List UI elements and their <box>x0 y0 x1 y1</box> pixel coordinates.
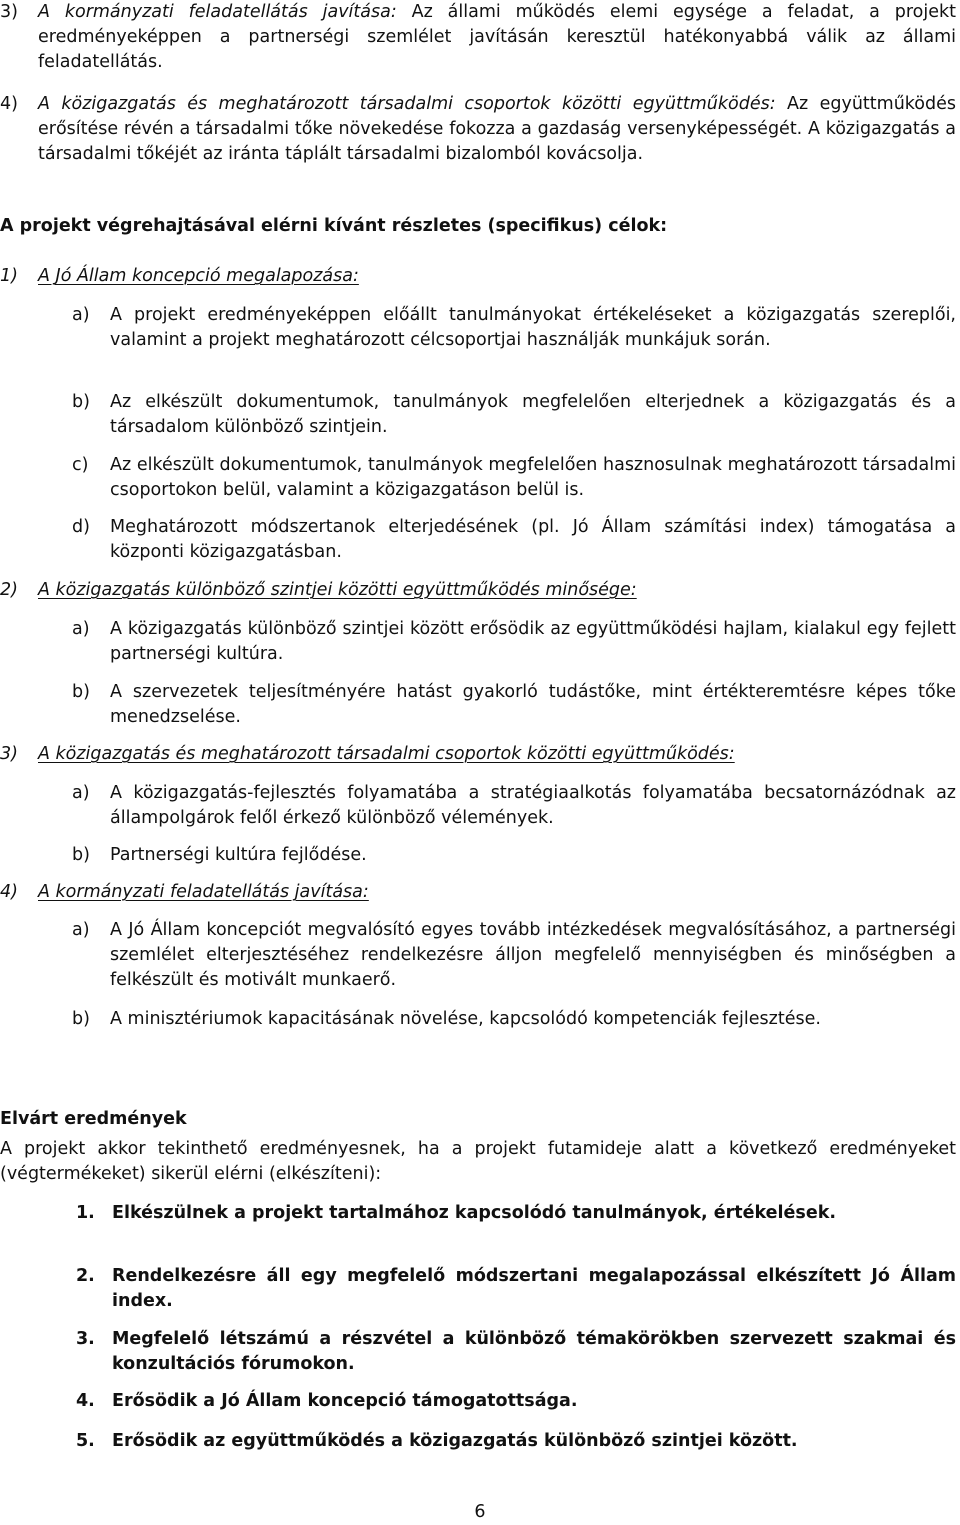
result-item-2 <box>76 1264 956 1314</box>
goal-1-sub-a <box>72 303 956 353</box>
goal-title-1 <box>0 264 956 289</box>
result-number: 3. <box>76 1329 95 1349</box>
result-number: 4. <box>76 1391 95 1411</box>
goal-title: A kormányzati feladatellátás javítása: <box>38 882 369 902</box>
sub-number: b) <box>72 682 90 702</box>
goal-number: 4) <box>0 882 18 902</box>
intro-item-title: A kormányzati feladatellátás javítása: <box>38 2 397 22</box>
expected-results-intro: A projekt akkor tekinthető eredményesnek, ha a projekt futamideje alatt a következő eredményeket (végtermékeket) sikerül elérni (elkészíteni): <box>0 1139 956 1185</box>
result-item-3 <box>76 1327 956 1377</box>
sub-text: Az elkészült dokumentumok, tanulmányok megfelelően elterjednek a közigazgatás és a társadalom különböző szintjein. <box>110 392 956 438</box>
result-item-5 <box>76 1429 956 1454</box>
goal-4-sub-a <box>72 918 956 994</box>
intro-item-text: Az együttműködés erősítése révén a társadalmi tőke növekedése fokozza a gazdaság versenyképességét. A közigazgatás a társadalmi tőkéjét az iránta táplált társadalmi bizalomból kovácsolja. <box>38 94 956 165</box>
sub-text: A közigazgatás különböző szintjei között erősödik az együttműködési hajlam, kialakul egy fejlett partnerségi kultúra. <box>110 619 956 665</box>
result-text: Erősödik a Jó Állam koncepció támogatottsága. <box>112 1391 578 1411</box>
result-item-4 <box>76 1389 956 1414</box>
goal-title: A Jó Állam koncepció megalapozása: <box>38 266 359 286</box>
intro-item-number: 3) <box>0 2 18 22</box>
result-item-1 <box>76 1201 956 1226</box>
expected-results-heading: Elvárt eredmények <box>0 1109 187 1129</box>
result-number: 1. <box>76 1203 95 1223</box>
sub-text: Partnerségi kultúra fejlődése. <box>110 845 367 865</box>
sub-text: A projekt eredményeképpen előállt tanulmányokat értékeléseket a közigazgatás szereplői, valamint a projekt meghatározott célcsoportjai használják munkájuk során. <box>110 305 956 351</box>
sub-number: b) <box>72 845 90 865</box>
sub-number: b) <box>72 1009 90 1029</box>
intro-item-3 <box>0 0 956 76</box>
goal-number: 3) <box>0 744 18 764</box>
sub-text: Meghatározott módszertanok elterjedésének (pl. Jó Állam számítási index) támogatása a központi közigazgatásban. <box>110 517 956 563</box>
result-number: 2. <box>76 1266 95 1286</box>
goal-3-sub-b <box>72 843 956 868</box>
goal-1-sub-b <box>72 390 956 440</box>
goal-title: A közigazgatás különböző szintjei közötti együttműködés minősége: <box>38 580 637 600</box>
intro-item-title: A közigazgatás és meghatározott társadalmi csoportok közötti együttműködés: <box>38 94 776 114</box>
goal-title-4 <box>0 880 956 905</box>
sub-number: a) <box>72 920 90 940</box>
sub-text: A minisztériumok kapacitásának növelése, kapcsolódó kompetenciák fejlesztése. <box>110 1009 821 1029</box>
goal-4-sub-b <box>72 1007 956 1032</box>
intro-item-4 <box>0 92 956 168</box>
goal-1-sub-c <box>72 453 956 503</box>
result-text: Erősödik az együttműködés a közigazgatás különböző szintjei között. <box>112 1431 798 1451</box>
sub-number: d) <box>72 517 90 537</box>
result-text: Elkészülnek a projekt tartalmához kapcsolódó tanulmányok, értékelések. <box>112 1203 836 1223</box>
sub-number: a) <box>72 783 90 803</box>
goal-2-sub-a <box>72 617 956 667</box>
sub-text: A szervezetek teljesítményére hatást gyakorló tudástőke, mint értékteremtésre képes tőke menedzselése. <box>110 682 956 728</box>
goal-title: A közigazgatás és meghatározott társadalmi csoportok közötti együttműködés: <box>38 744 735 764</box>
goal-number: 2) <box>0 580 18 600</box>
sub-number: c) <box>72 455 89 475</box>
sub-text: Az elkészült dokumentumok, tanulmányok megfelelően hasznosulnak meghatározott társadalmi csoportokon belül, valamint a közigazgatáson belül is. <box>110 455 956 501</box>
intro-item-number: 4) <box>0 94 18 114</box>
result-text: Megfelelő létszámú a részvétel a különböző témakörökben szervezett szakmai és konzultációs fórumokon. <box>112 1329 956 1375</box>
result-text: Rendelkezésre áll egy megfelelő módszertani megalapozással elkészített Jó Állam index. <box>112 1266 956 1312</box>
intro-item-text: Az állami működés elemi egysége a feladat, a projekt eredményeképpen a partnerségi szemlélet javításán keresztül hatékonyabbá válik az állami feladatellátás. <box>38 2 956 73</box>
specific-goals-heading: A projekt végrehajtásával elérni kívánt részletes (specifikus) célok: <box>0 216 668 236</box>
sub-number: a) <box>72 305 90 325</box>
goal-1-sub-d <box>72 515 956 565</box>
sub-text: A közigazgatás-fejlesztés folyamatába a stratégiaalkotás folyamatába becsatornázódnak az állampolgárok felől érkező különböző vélemények. <box>110 783 956 829</box>
sub-number: a) <box>72 619 90 639</box>
goal-2-sub-b <box>72 680 956 730</box>
sub-number: b) <box>72 392 90 412</box>
goal-title-2 <box>0 578 956 603</box>
result-number: 5. <box>76 1431 95 1451</box>
goal-3-sub-a <box>72 781 956 831</box>
goal-title-3 <box>0 742 956 767</box>
page-number: 6 <box>474 1502 486 1522</box>
sub-text: A Jó Állam koncepciót megvalósító egyes tovább intézkedések megvalósításához, a partnerségi szemlélet elterjesztéséhez rendelkezésre álljon megfelelő mennyiségben és minőségben a felkészült és motivált munkaerő. <box>110 920 956 991</box>
goal-number: 1) <box>0 266 18 286</box>
